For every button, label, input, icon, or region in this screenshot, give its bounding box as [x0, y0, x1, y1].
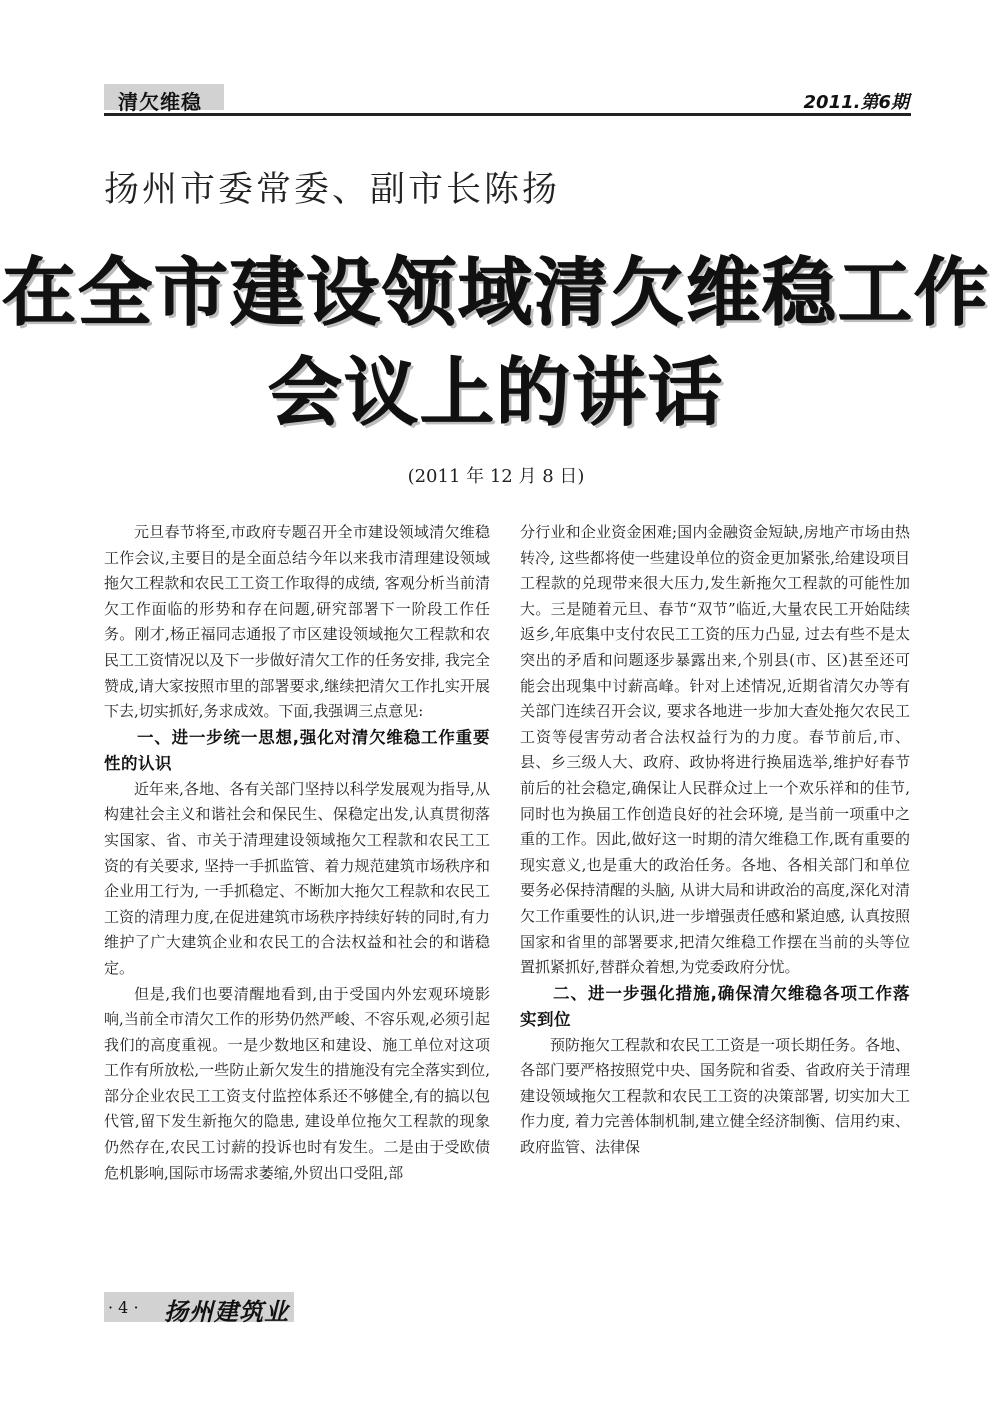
page-footer [104, 1292, 294, 1326]
paragraph: 近年来,各地、各有关部门坚持以科学发展观为指导,从构建社会主义和谐社会和保民生、保稳定出发,认真贯彻落实国家、省、市关于清理建设领域拖欠工程款和农民工工资的有关要求, 坚持一手抓监管、着力规范建筑市场秩序和企业用工行为, 一手抓稳定、不断加大拖欠工程款和农民工工资的清理力度,在促进建筑市场秩序持续好转的同时,有力维护了广大建筑企业和农民工的合法权益和社会的和谐稳定。 [104, 779, 490, 977]
right-column [520, 520, 910, 1161]
issue-number: 2011.第6期 [803, 92, 909, 113]
paragraph: 分行业和企业资金困难;国内金融资金短缺,房地产市场由热转冷, 这些都将使一些建设单位的资金更加紧张,给建设项目工程款的兑现带来很大压力,发生新拖欠工程款的可能性加大。三是随着元旦、春节“双节”临近,大量农民工开始陆续返乡,年底集中支付农民工工资的压力凸显, 过去有些不是太突出的矛盾和问题逐步暴露出来,个别县(市、区)甚至还可能会出现集中讨薪高峰。针对上述情况,近期省清欠办等有关部门连续召开会议, 要求各地进一步加大查处拖欠农民工工资等侵害劳动者合法权益行为的力度。春节前后,市、县、乡三级人大、政府、政协将进行换届选举,维护好春节前后的社会稳定,确保让人民群众过上一个欢乐祥和的佳节, 同时也为换届工作创造良好的社会环境, 是当前一项重中之重的工作。因此,做好这一时期的清欠维稳工作,既有重要的现实意义,也是重大的政治任务。各地、各相关部门和单位要务必保持清醒的头脑, 从讲大局和讲政治的高度,深化对清欠工作重要性的认识,进一步增强责任感和紧迫感, 认真按照国家和省里的部署要求,把清欠维稳工作摆在当前的头等位置抓紧抓好,替群众着想,为党委政府分忧。 [520, 523, 910, 977]
magazine-logo: 扬州建筑业 [164, 1297, 289, 1326]
left-column [104, 520, 490, 1186]
section-label: 清欠维稳 [118, 90, 202, 114]
article-subtitle: 扬州市委常委、副市长陈扬 [104, 170, 561, 210]
section-heading-1: 一、进一步统一思想,强化对清欠维稳工作重要性的认识 [104, 727, 490, 773]
header-rule [104, 113, 911, 116]
running-header [104, 84, 911, 112]
paragraph: 元旦春节将至,市政府专题召开全市建设领域清欠维稳工作会议,主要目的是全面总结今年以来我市清理建设领域拖欠工程款和农民工工资工作取得的成绩, 客观分析当前清欠工作面临的形势和存在问题,研究部署下一阶段工作任务。刚才,杨正福同志通报了市区建设领域拖欠工程款和农民工工资情况以及下一步做好清欠工作的任务安排, 我完全赞成,请大家按照市里的部署要求,继续把清欠工作扎实开展下去,切实抓好,务求成效。下面,我强调三点意见: [104, 523, 490, 721]
article-title-line-1: 在全市建设领域清欠维稳工作 [2, 250, 990, 336]
article-date: (2011 年 12 月 8 日) [407, 466, 585, 487]
article-title-line-2: 会议上的讲话 [268, 350, 724, 436]
section-heading-2: 二、进一步强化措施,确保清欠维稳各项工作落实到位 [520, 983, 910, 1029]
paragraph: 预防拖欠工程款和农民工工资是一项长期任务。各地、各部门要严格按照党中央、国务院和省委、省政府关于清理建设领域拖欠工程款和农民工工资的决策部署, 切实加大工作力度, 着力完善体制机制,建立健全经济制衡、信用约束、政府监管、法律保 [520, 1035, 911, 1157]
page-number: · 4 · [108, 1298, 139, 1317]
section-label-box [104, 84, 224, 114]
paragraph: 但是,我们也要清醒地看到,由于受国内外宏观环境影响,当前全市清欠工作的形势仍然严峻、不容乐观,必须引起我们的高度重视。一是少数地区和建设、施工单位对这项工作有所放松,一些防止新欠发生的措施没有完全落实到位, 部分企业农民工工资支付监控体系还不够健全,有的搞以包代管,留下发生新拖欠的隐患, 建设单位拖欠工程款的现象仍然存在,农民工讨薪的投诉也时有发生。二是由于受欧债危机影响,国际市场需求萎缩,外贸出口受阻,部 [104, 984, 490, 1182]
